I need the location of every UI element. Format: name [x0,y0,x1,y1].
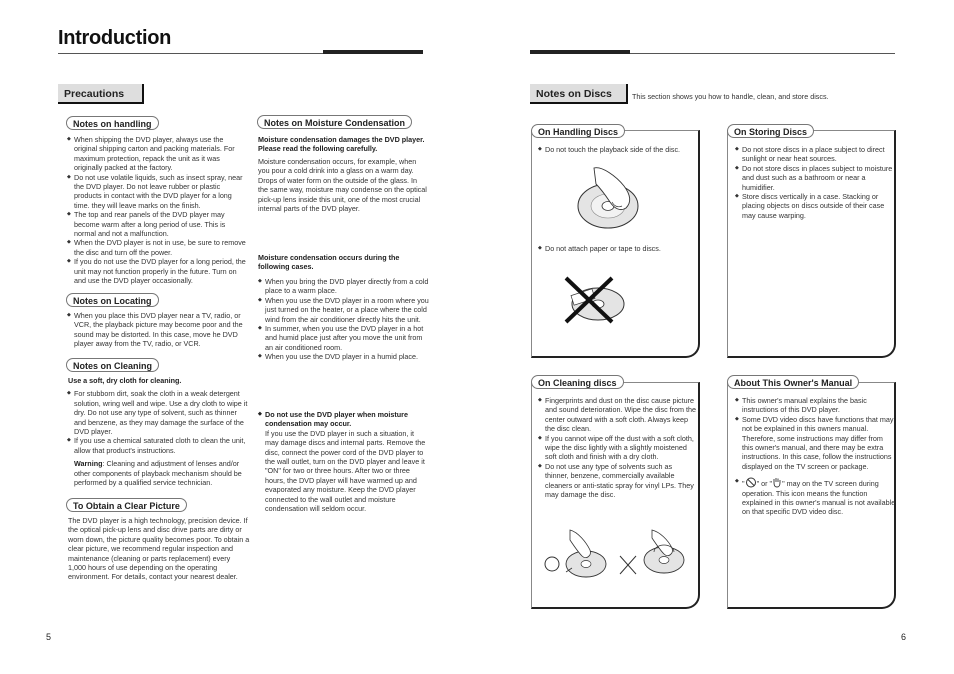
moisture-cases-lead: Moisture condensation occurs during the following cases. [258,253,400,272]
moisture-heading: Notes on Moisture Condensation [257,115,412,129]
warning-label: Warning [74,459,103,469]
cleaning-list [68,376,248,487]
handling-discs-heading: On Handling Discs [531,124,625,138]
list-item: ◆ When you use the DVD player in a room where you just turned on the heater, or a place where the cold wind from the air conditioner directly hits the unit. [259,296,431,324]
handling-heading: Notes on handling [66,116,159,130]
list-item: ◆ This owner's manual explains the basic instructions of this DVD player. [736,396,896,415]
list-item: ◆ If you do not use the DVD player for a long period, the unit may not function properly in the future. Turn on and use the DVD player occasionally. [68,257,248,285]
obtain-text: The DVD player is a high technology, precision device. If the optical pick-up lens and disc drive parts are dirty or worn down, the picture quality becomes poor. To obtain a clear picture, we recommend regular inspection and maintenance (cleaning or parts replacement) every 1,000 hours of use depending on the operating environment. For details, contact your nearest dealer. [68,516,250,582]
cleaning-discs-list [539,396,697,499]
list-item: ◆ For stubborn dirt, soak the cloth in a weak detergent solution, wring well and wipe. Use a dry cloth to wipe it dry. Do not use any type of solvent, such as thinner and benzene, as they may damage the surface of the DVD player. [68,389,248,436]
list-item: ◆ Store discs vertically in a case. Stacking or placing objects on discs outside of their case may cause warping. [736,192,894,220]
list-item: ◆ When you use the DVD player in a humid place. [259,352,431,361]
disc-cleaning-illustration [542,526,692,586]
list-item: ◆ Do not store discs in a place subject to direct sunlight or near heat sources. [736,145,894,164]
disc-touch-illustration [572,162,652,232]
list-item: ◆ If you cannot wipe off the dust with a soft cloth, wipe the disc lightly with a slightly moistened soft cloth and finish with a dry cloth. [539,434,697,462]
storing-discs-heading: On Storing Discs [727,124,814,138]
list-item: ◆ When you bring the DVD player directly from a cold place to a warm place. [259,277,431,296]
handling-list [68,135,248,286]
list-item: ◆ When you place this DVD player near a TV, radio, or VCR, the playback picture may become poor and the sound may be distorted. In this case, move he DVD player away from the TV, radio, or VCR. [68,311,248,349]
list-item: ◆ " " or " " may on the TV screen during operation. This icon means the function explained in this owner's manual is not available on that specific DVD video disc. [736,477,896,517]
moisture-text: Moisture condensation occurs, for example, when you pour a cold drink into a glass on a warm day. Drops of water form on the outside of the glass. In the same way, moisture may condense on the optical pick-up lens inside this unit, one of the most crucial internal parts of the DVD player. [258,157,427,214]
precautions-heading: Precautions [58,84,144,104]
cleaning-warning [68,459,248,487]
warning-text: : Cleaning and adjustment of lenses and/or other components of playback mechanism should be performed by a qualified service technician. [74,459,242,488]
discs-intro: This section shows you how to handle, clean, and store discs. [632,92,829,101]
cleaning-discs-heading: On Cleaning discs [531,375,624,389]
list-item: ◆ When shipping the DVD player, always use the original shipping carton and packing materials. For maximum protection, repack the unit as it was originally packed at the factory. [68,135,248,173]
list-item: ◆ In summer, when you use the DVD player in a hot and humid place just after you move the unit from an air conditioned room. [259,324,431,352]
manual-list [736,396,896,517]
cleaning-lead: Use a soft, dry cloth for cleaning. [68,376,182,385]
disc-no-tape-illustration [560,272,630,327]
page-number-right: 6 [901,632,907,642]
list-item: ◆ Some DVD video discs have functions that may not be explained in this owners manual. Therefore, some instructions may differ from this owner's manual, and there may be extra instructions. In this case, follow the instructions displayed on the TV screen or package. [736,415,896,471]
storing-discs-list [736,145,894,220]
prohibited-icon [745,477,757,488]
hand-icon [772,477,782,488]
discs-heading: Notes on Discs [530,84,628,104]
moisture-when [259,410,429,513]
header-bar-left [323,50,423,54]
moisture-when-lead: ◆ Do not use the DVD player when moisture condensation may occur. [259,410,429,429]
moisture-when-text: If you use the DVD player in such a situation, it may damage discs and internal parts. Remove the disc, connect the power cord of the DVD player to the wall outlet, turn on the DVD player and leave it "ON" for two or three hours. After two or three hours, the DVD player will have warmed up and evaporated any moisture. Keep the DVD player connected to the wall outlet and moisture condensation will seldom occur. [265,428,426,514]
locating-heading: Notes on Locating [66,293,159,307]
moisture-cases [259,277,431,362]
locating-list [68,311,248,349]
page-title: Introduction [58,27,172,49]
handling-discs-item2: ◆ Do not attach paper or tape to discs. [539,244,694,253]
list-item: ◆ The top and rear panels of the DVD player may become warm after a long period of use. This is normal and not a malfunction. [68,210,248,238]
cleaning-heading: Notes on Cleaning [66,358,159,372]
list-item: ◆ Do not use volatile liquids, such as insect spray, near the DVD player. Do not leave rubber or plastic products in contact with the DVD player for a long time. they will leave marks on the finish. [68,173,248,211]
moisture-lead: Moisture condensation damages the DVD player. Please read the following carefully. [258,135,425,154]
obtain-heading: To Obtain a Clear Picture [66,498,187,512]
list-item: ◆ Do not use any type of solvents such as thinner, benzene, commercially available cleaners or anti-static spray for vinyl LPs. They may damage the disc. [539,462,697,500]
handling-discs-item1: ◆ Do not touch the playback side of the disc. [539,145,694,154]
list-item: ◆ Fingerprints and dust on the disc cause picture and sound deterioration. Wipe the disc from the center outward with a soft cloth. Always keep the disc clean. [539,396,697,434]
list-item: ◆ If you use a chemical saturated cloth to clean the unit, allow that product's instructions. [68,436,248,455]
list-item: ◆ Do not store discs in places subject to moisture and dust such as a bathroom or near a humidifier. [736,164,894,192]
page-number-left: 5 [46,632,52,642]
manual-heading: About This Owner's Manual [727,375,859,389]
header-bar-right [530,50,630,54]
list-item: ◆ When the DVD player is not in use, be sure to remove the disc and turn off the power. [68,238,248,257]
